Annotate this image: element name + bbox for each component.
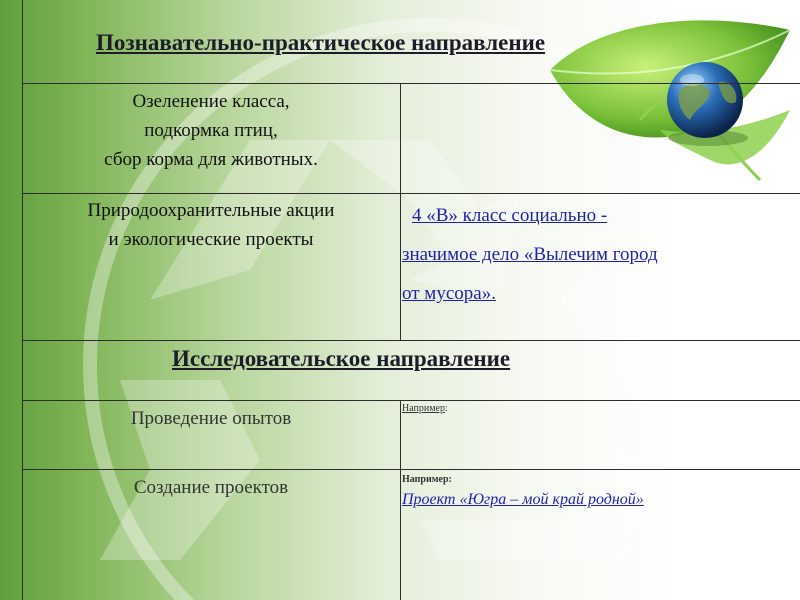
- cell-text-line: сбор корма для животных.: [104, 149, 318, 170]
- table-row-projects: [22, 473, 400, 502]
- section-heading-cognitive-practical: Познавательно-практическое направление: [96, 30, 546, 55]
- example-note: [402, 403, 448, 414]
- link-text-line[interactable]: 4 «В» класс социально -: [412, 205, 608, 226]
- table-row-actions: [22, 196, 400, 254]
- cell-text-line: Природоохранительные акции: [87, 200, 335, 221]
- section-heading-research: Исследовательское направление: [172, 346, 511, 371]
- cell-text: Проведение опытов: [130, 408, 292, 429]
- example-colon: :: [445, 403, 448, 414]
- example-note: [402, 474, 452, 485]
- table-row-experiments: [22, 404, 400, 433]
- link-text-line[interactable]: от мусора».: [402, 283, 496, 304]
- ugra-project-link[interactable]: Проект «Югра – мой край родной»: [402, 491, 644, 508]
- cell-text-line: подкормка птиц,: [144, 120, 278, 141]
- cell-text-line: Озеленение класса,: [132, 91, 290, 112]
- class-project-link[interactable]: [402, 196, 772, 313]
- cell-text-line: и экологические проекты: [108, 229, 314, 250]
- example-label: Например: [402, 403, 445, 414]
- example-label: Например:: [402, 474, 452, 485]
- table-row-greening: [22, 87, 400, 174]
- link-text-line[interactable]: значимое дело «Вылечим город: [402, 244, 658, 265]
- cell-text: Создание проектов: [133, 477, 289, 498]
